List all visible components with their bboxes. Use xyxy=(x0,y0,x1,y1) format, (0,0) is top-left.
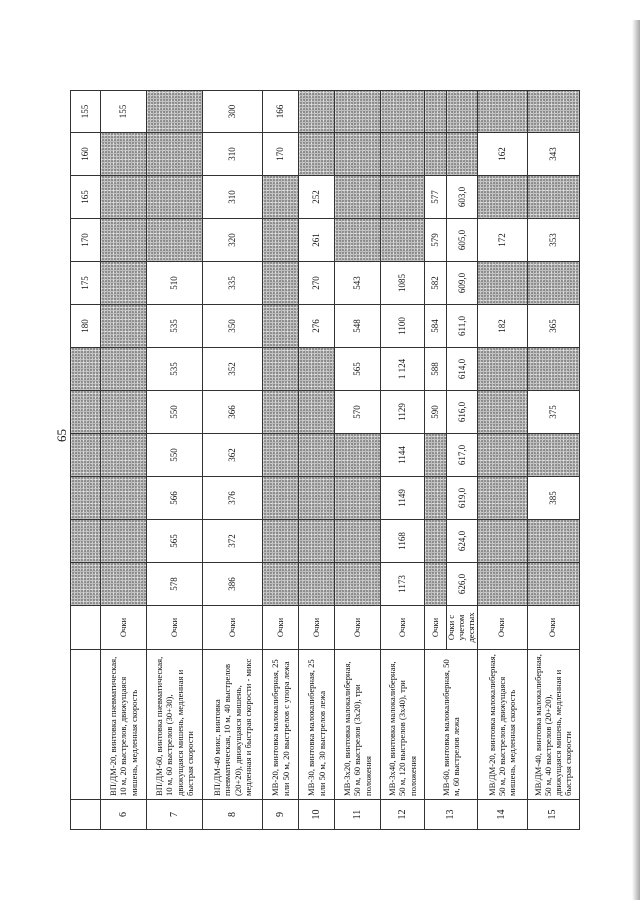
value-cell: 609,0 xyxy=(447,262,478,305)
header-blank-cell xyxy=(71,434,101,477)
value-cell: 1144 xyxy=(381,434,425,477)
event-description: МВ-3х20, винтовка малокалиберная, 50 м, 60 выстрелов (3х20), три положения xyxy=(335,650,381,800)
value-cell: 170 xyxy=(263,133,299,176)
header-row xyxy=(71,91,101,830)
header-cell: 180 xyxy=(71,305,101,348)
event-description: ВП/ДМ-40 микс, винтовка пневматическая, 10 м, 40 выстрелов (20+20), движущаяся мишень, медленная и быстрая скорости - микс xyxy=(203,650,263,800)
value-cell: 577 xyxy=(425,176,447,219)
value-cell xyxy=(101,434,147,477)
unit-cell: Очки xyxy=(381,606,425,650)
value-cell: 1100 xyxy=(381,305,425,348)
value-cell xyxy=(263,391,299,434)
table-row xyxy=(147,91,203,830)
value-cell: 1168 xyxy=(381,520,425,563)
header-cell: 170 xyxy=(71,219,101,262)
row-number: 15 xyxy=(527,800,579,830)
value-cell: 1085 xyxy=(381,262,425,305)
header-blank-cell xyxy=(71,348,101,391)
value-cell: 310 xyxy=(203,176,263,219)
value-cell: 353 xyxy=(527,219,579,262)
table-row xyxy=(263,91,299,830)
event-description: МВ-3х40, винтовка малокалиберная, 50 м, 120 выстрелов (3х40), три положения xyxy=(381,650,425,800)
value-cell xyxy=(299,520,335,563)
header-cell: 165 xyxy=(71,176,101,219)
event-description: МВ/ДМ-40, винтовка малокалиберная, 50 м, 40 выстрелов (20+20), движущаяся мишень, медленная и быстрая скорости xyxy=(527,650,579,800)
value-cell: 605,0 xyxy=(447,219,478,262)
value-cell xyxy=(447,133,478,176)
value-cell xyxy=(299,91,335,133)
value-cell: 566 xyxy=(147,477,203,520)
value-cell xyxy=(527,262,579,305)
value-cell xyxy=(335,219,381,262)
value-cell: 626,0 xyxy=(447,563,478,606)
header-blank-cell xyxy=(71,800,101,830)
event-description: МВ-20, винтовка малокалиберная, 25 или 50 м, 20 выстрелов с упора лежа xyxy=(263,650,299,800)
value-cell xyxy=(425,434,447,477)
value-cell xyxy=(335,434,381,477)
value-cell xyxy=(299,563,335,606)
value-cell xyxy=(477,391,527,434)
value-cell xyxy=(335,176,381,219)
value-cell xyxy=(447,91,478,133)
value-cell xyxy=(101,133,147,176)
value-cell xyxy=(477,520,527,563)
event-description: ВП/ДМ-20, винтовка пневматическая, 10 м, 20 выстрелов, движущаяся мишень, медленная скорость xyxy=(101,650,147,800)
value-cell: 155 xyxy=(101,91,147,133)
row-number: 14 xyxy=(477,800,527,830)
unit-cell: Очки xyxy=(147,606,203,650)
value-cell xyxy=(101,563,147,606)
value-cell xyxy=(299,348,335,391)
unit-cell: Очки xyxy=(425,606,447,650)
value-cell xyxy=(381,219,425,262)
value-cell: 614,0 xyxy=(447,348,478,391)
header-cell: 160 xyxy=(71,133,101,176)
value-cell xyxy=(101,176,147,219)
value-cell xyxy=(147,91,203,133)
value-cell: 352 xyxy=(203,348,263,391)
row-number: 8 xyxy=(203,800,263,830)
value-cell xyxy=(425,563,447,606)
value-cell xyxy=(147,219,203,262)
header-cell: 155 xyxy=(71,91,101,133)
value-cell xyxy=(425,520,447,563)
unit-cell: Очки xyxy=(203,606,263,650)
value-cell xyxy=(101,305,147,348)
value-cell: 335 xyxy=(203,262,263,305)
value-cell: 535 xyxy=(147,305,203,348)
value-cell xyxy=(527,348,579,391)
value-cell: 588 xyxy=(425,348,447,391)
header-cell: 175 xyxy=(71,262,101,305)
value-cell xyxy=(335,133,381,176)
value-cell: 565 xyxy=(335,348,381,391)
value-cell xyxy=(477,434,527,477)
value-cell xyxy=(263,176,299,219)
rotated-table-container xyxy=(70,90,574,830)
value-cell xyxy=(425,477,447,520)
value-cell: 565 xyxy=(147,520,203,563)
table-row xyxy=(425,91,447,830)
value-cell: 365 xyxy=(527,305,579,348)
value-cell xyxy=(527,176,579,219)
table-body xyxy=(71,91,580,830)
value-cell: 543 xyxy=(335,262,381,305)
value-cell: 252 xyxy=(299,176,335,219)
value-cell: 510 xyxy=(147,262,203,305)
unit-cell: Очки xyxy=(263,606,299,650)
value-cell xyxy=(335,91,381,133)
value-cell: 376 xyxy=(203,477,263,520)
header-blank-cell xyxy=(71,520,101,563)
header-blank-cell xyxy=(71,606,101,650)
value-cell: 616,0 xyxy=(447,391,478,434)
table-row xyxy=(335,91,381,830)
event-description: МВ/ДМ-20, винтовка малокалиберная, 50 м, 20 выстрелов, движущаяся мишень, медленная скорость xyxy=(477,650,527,800)
page-number: 65 xyxy=(54,429,69,442)
value-cell xyxy=(147,176,203,219)
unit-cell: Очки xyxy=(477,606,527,650)
row-number: 12 xyxy=(381,800,425,830)
value-cell: 1173 xyxy=(381,563,425,606)
value-cell xyxy=(381,91,425,133)
header-blank-cell xyxy=(71,477,101,520)
value-cell: 366 xyxy=(203,391,263,434)
value-cell xyxy=(101,391,147,434)
value-cell: 582 xyxy=(425,262,447,305)
value-cell xyxy=(527,91,579,133)
header-blank-cell xyxy=(71,650,101,800)
value-cell: 1 124 xyxy=(381,348,425,391)
value-cell: 320 xyxy=(203,219,263,262)
value-cell xyxy=(335,520,381,563)
header-blank-cell xyxy=(71,563,101,606)
value-cell xyxy=(527,434,579,477)
value-cell xyxy=(299,434,335,477)
value-cell xyxy=(527,520,579,563)
event-description: МВ-30, винтовка малокалиберная, 25 или 50 м, 30 выстрелов лежа xyxy=(299,650,335,800)
row-number: 9 xyxy=(263,800,299,830)
value-cell xyxy=(263,563,299,606)
table-row xyxy=(101,91,147,830)
value-cell: 261 xyxy=(299,219,335,262)
value-cell: 182 xyxy=(477,305,527,348)
value-cell: 550 xyxy=(147,391,203,434)
value-cell: 535 xyxy=(147,348,203,391)
value-cell: 603,0 xyxy=(447,176,478,219)
page-edge-shadow xyxy=(632,20,640,900)
value-cell xyxy=(263,434,299,477)
standards-table xyxy=(70,90,580,830)
unit-cell: Очки с учетом десятых xyxy=(447,606,478,650)
value-cell xyxy=(101,262,147,305)
value-cell xyxy=(299,477,335,520)
value-cell: 362 xyxy=(203,434,263,477)
value-cell: 372 xyxy=(203,520,263,563)
row-number: 11 xyxy=(335,800,381,830)
value-cell: 350 xyxy=(203,305,263,348)
value-cell: 375 xyxy=(527,391,579,434)
value-cell xyxy=(263,262,299,305)
value-cell: 578 xyxy=(147,563,203,606)
value-cell: 162 xyxy=(477,133,527,176)
value-cell xyxy=(425,133,447,176)
table-row xyxy=(527,91,579,830)
value-cell xyxy=(299,133,335,176)
value-cell: 1149 xyxy=(381,477,425,520)
value-cell: 310 xyxy=(203,133,263,176)
value-cell: 611,0 xyxy=(447,305,478,348)
value-cell xyxy=(425,91,447,133)
value-cell xyxy=(299,391,335,434)
value-cell xyxy=(335,563,381,606)
value-cell xyxy=(477,91,527,133)
value-cell: 270 xyxy=(299,262,335,305)
value-cell: 276 xyxy=(299,305,335,348)
value-cell: 584 xyxy=(425,305,447,348)
value-cell: 617,0 xyxy=(447,434,478,477)
event-description: МВ-60, винтовка малокалиберная, 50 м, 60 выстрелов лежа xyxy=(425,650,478,800)
value-cell: 590 xyxy=(425,391,447,434)
value-cell xyxy=(477,262,527,305)
value-cell xyxy=(147,133,203,176)
table-row xyxy=(477,91,527,830)
value-cell: 1129 xyxy=(381,391,425,434)
value-cell xyxy=(335,477,381,520)
event-description: ВП/ДМ-60, винтовка пневматическая, 10 м, 60 выстрелов (30+30), движущаяся мишень, медленная и быстрая скорости xyxy=(147,650,203,800)
header-blank-cell xyxy=(71,391,101,434)
value-cell xyxy=(527,563,579,606)
value-cell xyxy=(381,133,425,176)
unit-cell: Очки xyxy=(527,606,579,650)
table-row xyxy=(203,91,263,830)
value-cell: 343 xyxy=(527,133,579,176)
unit-cell: Очки xyxy=(299,606,335,650)
row-number: 10 xyxy=(299,800,335,830)
table-row xyxy=(381,91,425,830)
value-cell: 619,0 xyxy=(447,477,478,520)
unit-cell: Очки xyxy=(335,606,381,650)
value-cell: 300 xyxy=(203,91,263,133)
value-cell xyxy=(263,305,299,348)
value-cell xyxy=(477,563,527,606)
row-number: 13 xyxy=(425,800,478,830)
value-cell xyxy=(381,176,425,219)
value-cell: 548 xyxy=(335,305,381,348)
row-number: 7 xyxy=(147,800,203,830)
unit-cell: Очки xyxy=(101,606,147,650)
value-cell: 385 xyxy=(527,477,579,520)
value-cell: 550 xyxy=(147,434,203,477)
value-cell xyxy=(263,477,299,520)
value-cell xyxy=(263,219,299,262)
table-row xyxy=(299,91,335,830)
row-number: 6 xyxy=(101,800,147,830)
value-cell xyxy=(477,477,527,520)
value-cell: 570 xyxy=(335,391,381,434)
value-cell xyxy=(101,477,147,520)
value-cell xyxy=(101,219,147,262)
value-cell xyxy=(101,348,147,391)
value-cell xyxy=(477,348,527,391)
value-cell: 166 xyxy=(263,91,299,133)
value-cell xyxy=(263,520,299,563)
value-cell xyxy=(263,348,299,391)
value-cell: 624,0 xyxy=(447,520,478,563)
value-cell: 386 xyxy=(203,563,263,606)
value-cell xyxy=(477,176,527,219)
value-cell: 172 xyxy=(477,219,527,262)
value-cell xyxy=(101,520,147,563)
value-cell: 579 xyxy=(425,219,447,262)
